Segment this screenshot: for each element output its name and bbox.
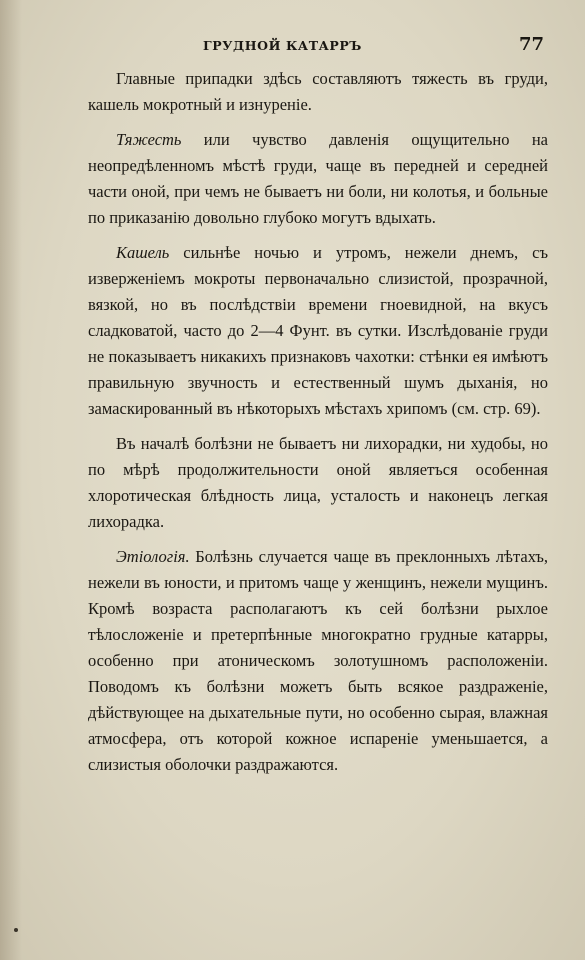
paragraph-lead-term: Кашель (116, 243, 170, 262)
paragraph-lead-term: Тяжесть (116, 130, 182, 149)
paragraph-course (88, 431, 548, 535)
paragraph-heaviness (88, 127, 548, 231)
paragraph-lead-term: Этіологія. (116, 547, 190, 566)
paragraph-cough (88, 240, 548, 422)
page-gutter-shadow (0, 0, 22, 960)
body-text (88, 66, 548, 787)
paragraph-text: сильнѣе ночью и утромъ, нежели днемъ, съ изверженіемъ мокроты первоначально слизистой, прозрачной, вязкой, но въ послѣдствіи времени гноевидной, на вкусъ сладковатой, часто до 2—4 Фунт. въ сутки. Изслѣдованіе груди не показываетъ никакихъ признаковъ чахотки: стѣнки ея имѣютъ правильную звучность и естественный шумъ дыханія, но замаскированный въ нѣкоторыхъ мѣстахъ хрипомъ (см. стр. 69). (88, 243, 548, 418)
paragraph-text: или чувство давленія ощущительно на неопредѣленномъ мѣстѣ груди, чаще въ передней и середней части оной, при чемъ не бываетъ ни боли, ни колотья, и больные по приказанію довольно глубоко могутъ вдыхать. (88, 130, 548, 227)
page-number: 77 (518, 34, 544, 55)
running-head: ГРУДНОЙ КАТАРРЪ (203, 38, 362, 53)
ink-dot (14, 928, 18, 932)
paragraph-text: Въ началѣ болѣзни не бываетъ ни лихорадки, ни худобы, но по мѣрѣ продолжительности оной являетъся особенная хлоротическая блѣдность лица, усталость и наконецъ легкая лихорадка. (88, 434, 548, 531)
paragraph-text: Болѣзнь случается чаще въ преклонныхъ лѣтахъ, нежели въ юности, и притомъ чаще у женщинъ, нежели мущинъ. Кромѣ возраста располагаютъ къ сей болѣзни рыхлое тѣлосложеніе и претерпѣнные многократно грудные катарры, особенно при атоническомъ золотушномъ расположеніи. Поводомъ къ болѣзни можетъ быть всякое раздраженіе, дѣйствующее на дыхательные пути, но особенно сырая, влажная атмосфера, отъ которой кожное испареніе уменьшается, а слизистыя оболочки раздражаются. (88, 547, 548, 774)
paragraph-text: Главные припадки здѣсь составляютъ тяжесть въ груди, кашель мокротный и изнуреніе. (88, 69, 548, 114)
page-header (88, 36, 548, 58)
paragraph-etiology (88, 544, 548, 778)
paragraph-symptoms (88, 66, 548, 118)
